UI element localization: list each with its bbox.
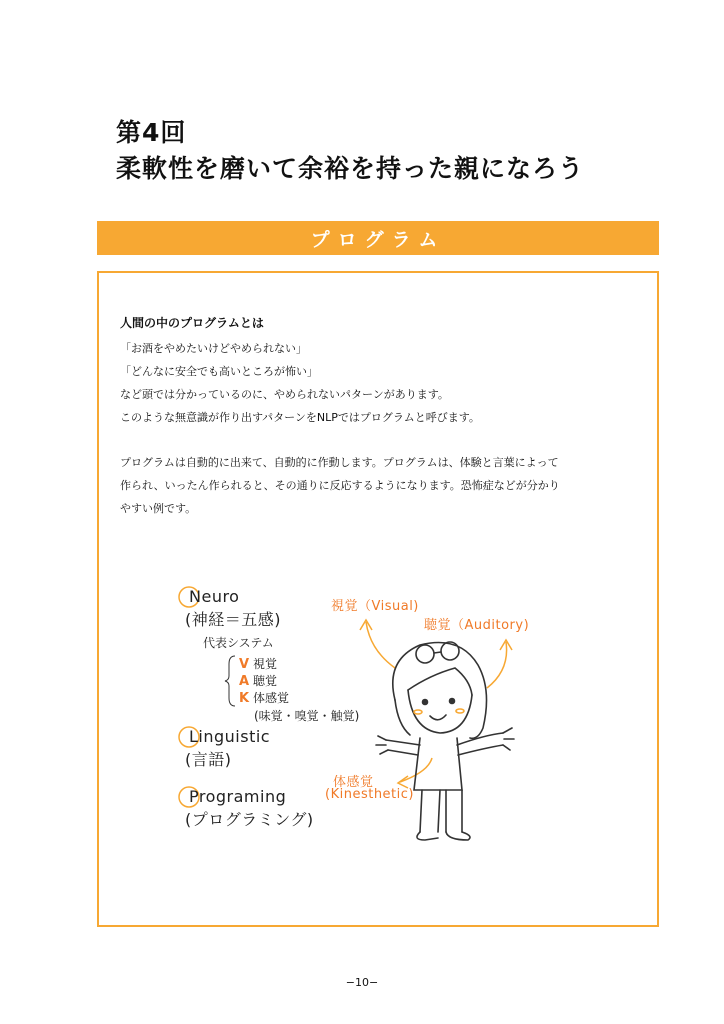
paragraph-line: 「お酒をやめたいけどやめられない」 xyxy=(120,342,307,355)
paragraph-line: 作られ、いったん作られると、その通りに反応するようになります。恐怖症などが分かり xyxy=(120,479,560,492)
neuro-label: Neuro xyxy=(189,587,240,606)
kinesthetic-label: (Kinesthetic) xyxy=(325,787,414,802)
visual-arrow-icon xyxy=(366,622,395,668)
vak-item-auditory: A 聴覚 xyxy=(239,674,278,689)
paragraph-line: など頭では分かっているのに、やめられないパターンがあります。 xyxy=(120,388,449,401)
programing-jp-label: (プログラミング) xyxy=(185,810,314,829)
page-title: 柔軟性を磨いて余裕を持った親になろう xyxy=(116,154,585,183)
auditory-arrow-icon xyxy=(487,642,507,688)
girl-figure-icon xyxy=(376,642,514,840)
linguistic-label: Linguistic xyxy=(189,727,271,746)
paragraph-line: やすい例です。 xyxy=(120,502,197,515)
page-number: −10− xyxy=(345,976,379,989)
section-heading: 人間の中のプログラムとは xyxy=(120,316,264,330)
lesson-number: 第4回 xyxy=(116,118,187,147)
paragraph-line: このような無意識が作り出すパターンをNLPではプログラムと呼びます。 xyxy=(120,411,480,424)
auditory-label: 聴覚（Auditory) xyxy=(424,618,530,633)
brace-icon xyxy=(225,656,235,706)
visual-label: 視覚（Visual) xyxy=(331,599,419,614)
vak-item-kinesthetic: K 体感覚 xyxy=(239,691,290,706)
section-banner: プログラム xyxy=(97,221,659,255)
paragraph-line: 「どんなに安全でも高いところが怖い」 xyxy=(120,365,318,378)
neuro-jp-label: (神経＝五感) xyxy=(185,610,281,629)
rep-system-label: 代表システム xyxy=(203,636,274,650)
linguistic-jp-label: (言語) xyxy=(185,750,232,769)
vak-item-visual: V 視覚 xyxy=(239,657,278,672)
vak-list xyxy=(239,656,289,707)
programing-label: Programing xyxy=(189,787,287,806)
other-senses-label: (味覚・嗅覚・触覚) xyxy=(254,709,360,723)
kinesthetic-jp-label: 体感覚 xyxy=(333,775,374,790)
paragraph-line: プログラムは自動的に出来て、自動的に作動します。プログラムは、体験と言葉によって xyxy=(120,456,559,469)
